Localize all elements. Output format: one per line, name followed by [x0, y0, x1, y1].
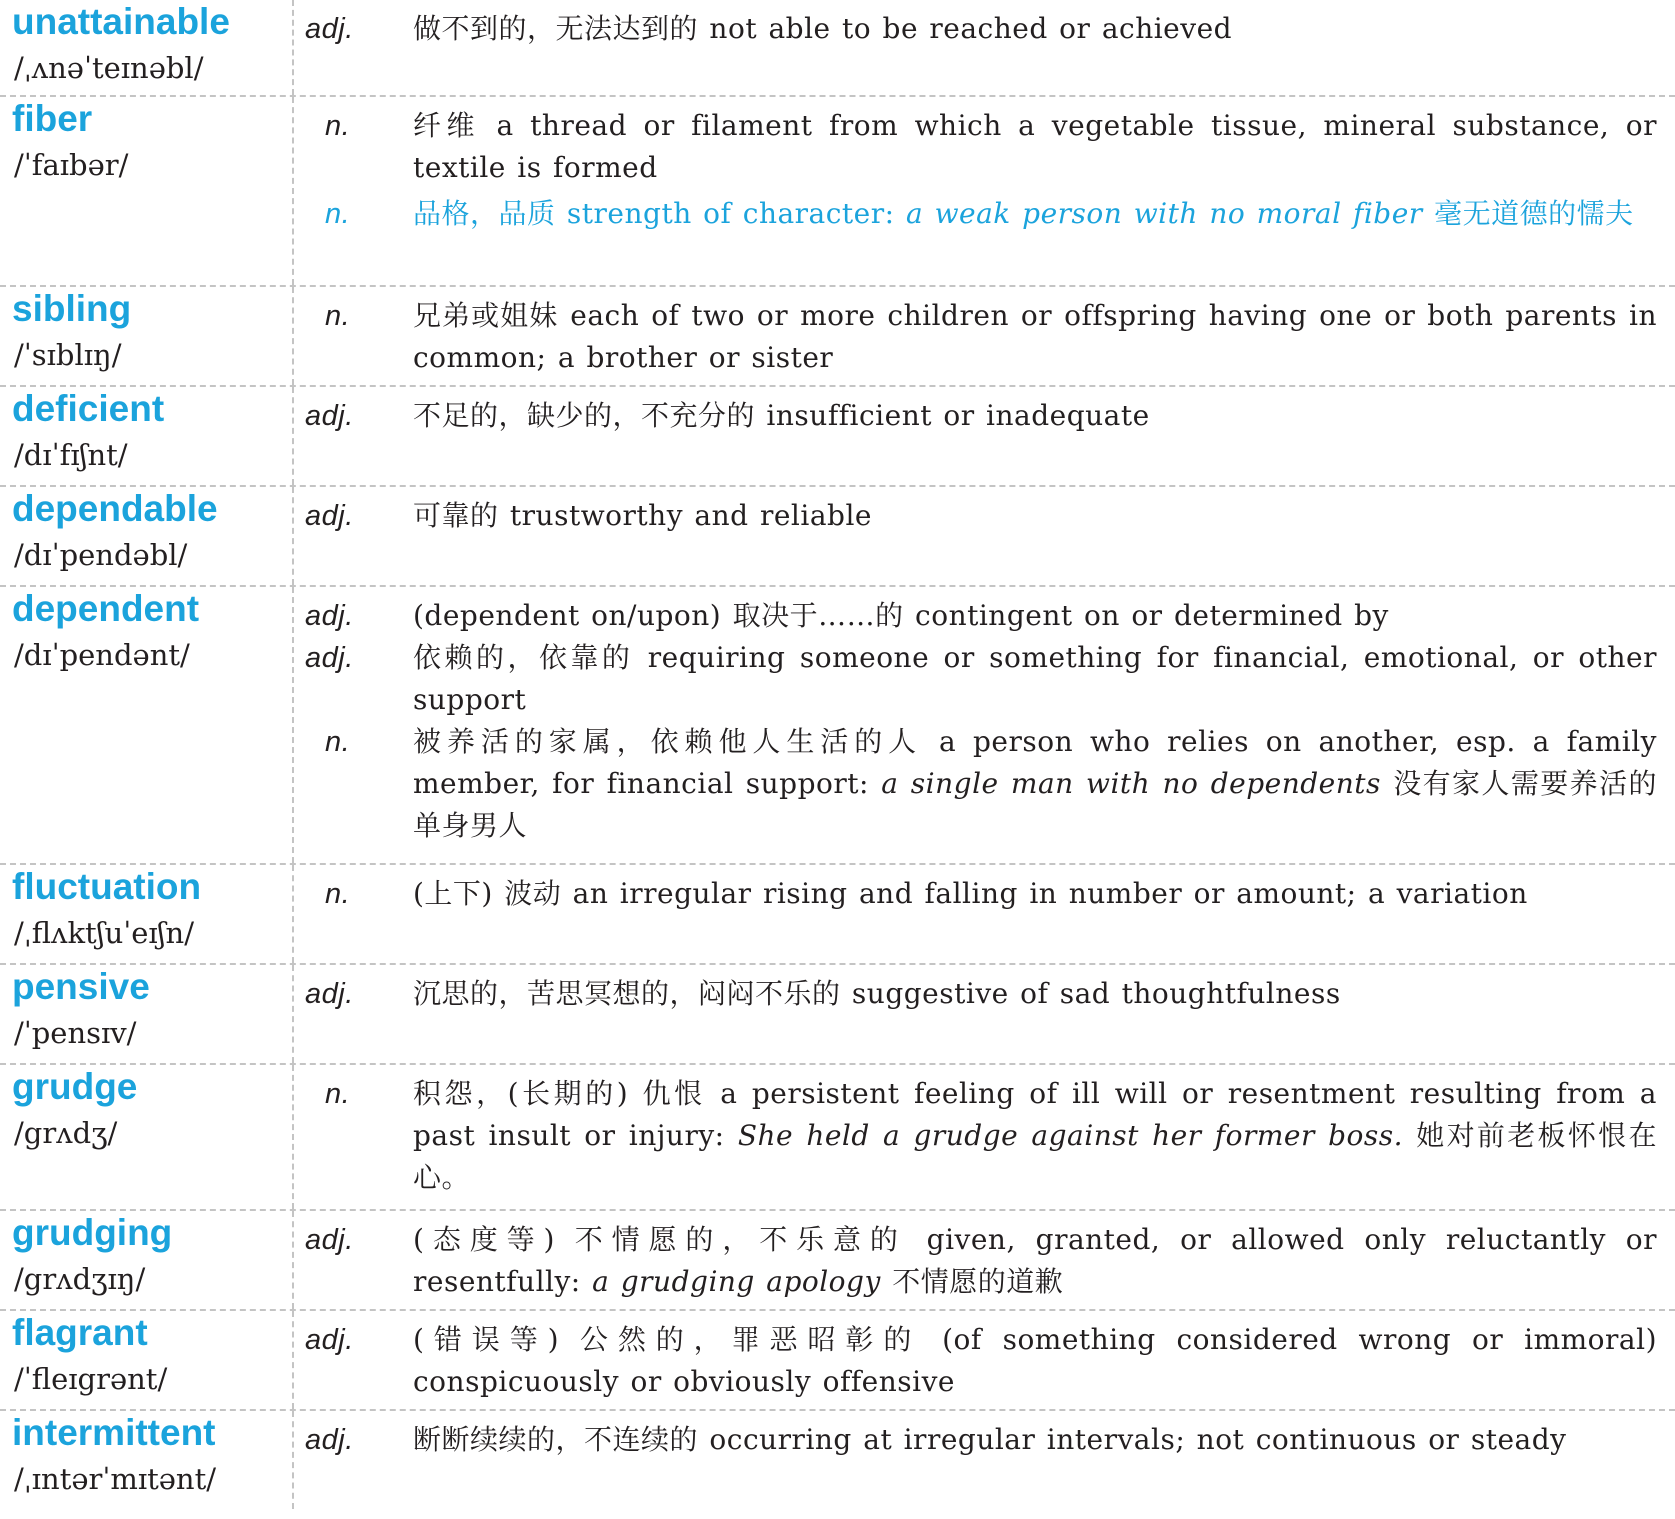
definition-en: (of something considered wrong or immoral) conspicuously or obviously offensive [413, 1323, 1657, 1398]
phonetic: /dɪˈfɪʃnt/ [14, 438, 128, 472]
phonetic: /ˌɪntərˈmɪtənt/ [14, 1462, 217, 1496]
example-translation: 不情愿的道歉 [892, 1265, 1064, 1298]
entry-unattainable [0, 0, 1675, 97]
definition-zh: 纤维 [413, 109, 481, 142]
sense [305, 295, 1657, 379]
example: She held a grudge against her former boss. [737, 1119, 1404, 1152]
phonetic: /dɪˈpendənt/ [14, 638, 190, 672]
senses [305, 8, 1657, 50]
definition-zh: (dependent on/upon) 取决于……的 [413, 599, 904, 632]
definition-zh: 不足的，缺少的，不充分的 [413, 399, 756, 432]
headword: flagrant [12, 1312, 148, 1353]
sense [305, 395, 1657, 437]
definition-zh: (错误等) 公然的，罪恶昭彰的 [413, 1323, 922, 1356]
example: a grudging apology [592, 1265, 881, 1298]
sense [305, 873, 1657, 915]
definition-en: an irregular rising and falling in number or amount; a variation [572, 877, 1528, 910]
definition-en: given, granted, or allowed only reluctantly or resentfully: [413, 1223, 1658, 1298]
definition-zh: (上下) 波动 [413, 877, 562, 910]
part-of-speech: adj. [305, 1324, 354, 1356]
sense [305, 1419, 1657, 1461]
part-of-speech: adj. [305, 13, 354, 45]
headword: grudge [12, 1066, 138, 1107]
senses [305, 1319, 1657, 1403]
definition-en: insufficient or inadequate [766, 399, 1150, 432]
phonetic: /grʌdʒɪŋ/ [14, 1262, 146, 1296]
definition-zh: 可靠的 [413, 499, 499, 532]
example: a weak person with no moral fiber [905, 197, 1423, 230]
headword: intermittent [12, 1412, 216, 1453]
part-of-speech: adj. [305, 400, 354, 432]
headword: fluctuation [12, 866, 202, 907]
headword: unattainable [12, 1, 230, 42]
definition-en: requiring someone or something for financial, emotional, or other support [413, 641, 1657, 716]
part-of-speech: n. [325, 110, 351, 142]
definition-en: not able to be reached or achieved [709, 12, 1233, 45]
headword: pensive [12, 966, 150, 1007]
sense [305, 495, 1657, 537]
definition-en: occurring at irregular intervals; not continuous or steady [709, 1423, 1567, 1456]
phonetic: /ˈfaɪbər/ [14, 148, 129, 182]
part-of-speech: adj. [305, 1224, 354, 1256]
senses [305, 595, 1657, 847]
headword: dependable [12, 488, 218, 529]
sense [305, 721, 1657, 847]
entry-flagrant [0, 1311, 1675, 1411]
part-of-speech: n. [325, 300, 351, 332]
entry-fluctuation [0, 865, 1675, 965]
entry-deficient [0, 387, 1675, 487]
part-of-speech: adj. [305, 1424, 354, 1456]
senses [305, 873, 1657, 915]
definition-zh: 品格，品质 [413, 197, 556, 230]
phonetic: /ˈpensɪv/ [14, 1016, 137, 1050]
example-translation: 毫无道德的懦夫 [1434, 197, 1634, 230]
headword: sibling [12, 288, 132, 329]
part-of-speech: adj. [305, 978, 354, 1010]
senses [305, 295, 1657, 379]
entry-dependable [0, 487, 1675, 587]
sense [305, 1319, 1657, 1403]
definition-zh: 断断续续的，不连续的 [413, 1423, 699, 1456]
sense [305, 1073, 1657, 1199]
example: a single man with no dependents [881, 767, 1381, 800]
definition-en: trustworthy and reliable [509, 499, 872, 532]
sense [305, 193, 1657, 235]
phonetic: /ˌʌnəˈteɪnəbl/ [14, 51, 204, 85]
senses [305, 495, 1657, 537]
definition-en: a persistent feeling of ill will or resentment resulting from a past insult or injury: [413, 1077, 1657, 1152]
part-of-speech: n. [325, 726, 351, 758]
example-translation: 她对前老板怀恨在心。 [413, 1119, 1658, 1194]
definition-en: a person who relies on another, esp. a family member, for financial support: [413, 725, 1657, 800]
senses [305, 973, 1657, 1015]
definition-en: suggestive of sad thoughtfulness [851, 977, 1341, 1010]
phonetic: /ˈsɪblɪŋ/ [14, 338, 122, 372]
entry-sibling [0, 287, 1675, 387]
part-of-speech: adj. [305, 642, 354, 674]
senses [305, 395, 1657, 437]
sense [305, 595, 1657, 637]
definition-en: strength of character: [566, 197, 895, 230]
senses [305, 1073, 1657, 1199]
sense [305, 973, 1657, 1015]
sense [305, 1219, 1657, 1303]
headword: grudging [12, 1212, 173, 1253]
sense [305, 637, 1657, 721]
definition-zh: (态度等) 不情愿的，不乐意的 [413, 1223, 907, 1256]
definition-zh: 积怨，(长期的) 仇恨 [413, 1077, 706, 1110]
part-of-speech: n. [325, 198, 351, 230]
headword: fiber [12, 98, 93, 139]
phonetic: /ˈfleɪgrənt/ [14, 1362, 168, 1396]
definition-zh: 沉思的，苦思冥想的，闷闷不乐的 [413, 977, 841, 1010]
definition-en: each of two or more children or offspring having one or both parents in common; a brother or sister [413, 299, 1657, 374]
definition-zh: 被养活的家属，依赖他人生活的人 [413, 725, 923, 758]
entry-fiber [0, 97, 1675, 287]
definition-en: a thread or filament from which a vegetable tissue, mineral substance, or textile is formed [413, 109, 1658, 184]
senses [305, 1419, 1657, 1461]
sense [305, 105, 1657, 189]
part-of-speech: n. [325, 878, 351, 910]
sense [305, 8, 1657, 50]
part-of-speech: adj. [305, 600, 354, 632]
part-of-speech: n. [325, 1078, 351, 1110]
definition-zh: 依赖的，依靠的 [413, 641, 634, 674]
entry-dependent [0, 587, 1675, 865]
headword: dependent [12, 588, 200, 629]
example-translation: 没有家人需要养活的单身男人 [413, 767, 1657, 842]
phonetic: /dɪˈpendəbl/ [14, 538, 188, 572]
definition-zh: 做不到的，无法达到的 [413, 12, 699, 45]
senses [305, 1219, 1657, 1303]
entry-intermittent [0, 1411, 1675, 1509]
definition-en: contingent on or determined by [915, 599, 1389, 632]
senses [305, 105, 1657, 235]
entry-grudging [0, 1211, 1675, 1311]
entry-pensive [0, 965, 1675, 1065]
part-of-speech: adj. [305, 500, 354, 532]
headword: deficient [12, 388, 165, 429]
phonetic: /ˌflʌktʃuˈeɪʃn/ [14, 916, 194, 950]
phonetic: /grʌdʒ/ [14, 1116, 118, 1150]
definition-zh: 兄弟或姐妹 [413, 299, 559, 332]
entry-grudge [0, 1065, 1675, 1211]
